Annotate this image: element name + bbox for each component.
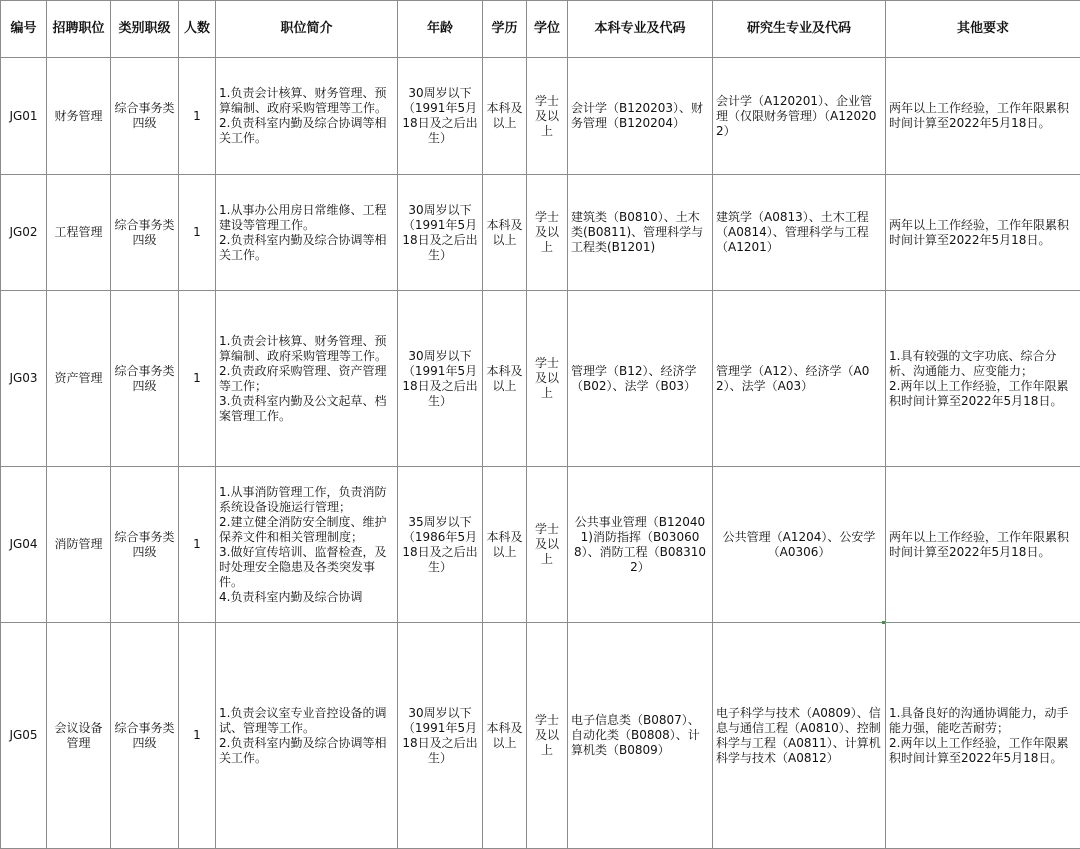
cell-code: JG02 [1, 175, 47, 291]
cell-age: 30周岁以下（1991年5月18日及之后出生） [398, 623, 483, 849]
cell-position: 会议设备管理 [47, 623, 111, 849]
table-row [1, 467, 1080, 623]
cell-selection-marker [882, 621, 885, 624]
cell-position: 资产管理 [47, 291, 111, 467]
cell-code: JG01 [1, 58, 47, 175]
cell-other-requirements: 1.具备良好的沟通协调能力，动手能力强，能吃苦耐劳； 2.两年以上工作经验，工作年限累积时间计算至2022年5月18日。 [886, 623, 1080, 849]
header-undergrad-major: 本科专业及代码 [568, 1, 713, 58]
cell-count: 1 [179, 175, 216, 291]
cell-code: JG04 [1, 467, 47, 623]
cell-category: 综合事务类四级 [111, 467, 179, 623]
cell-age: 30周岁以下（1991年5月18日及之后出生） [398, 58, 483, 175]
table-row [1, 58, 1080, 175]
header-grad-major: 研究生专业及代码 [713, 1, 886, 58]
header-other-requirements: 其他要求 [886, 1, 1080, 58]
cell-other-requirements: 两年以上工作经验，工作年限累积时间计算至2022年5月18日。 [886, 467, 1080, 623]
cell-undergrad-major: 会计学（B120203）、财务管理（B120204） [568, 58, 713, 175]
table-row [1, 291, 1080, 467]
cell-undergrad-major: 电子信息类（B0807）、自动化类（B0808）、计算机类（B0809） [568, 623, 713, 849]
header-count: 人数 [179, 1, 216, 58]
cell-category: 综合事务类四级 [111, 58, 179, 175]
cell-grad-major: 会计学（A120201）、企业管理（仅限财务管理）（A120202） [713, 58, 886, 175]
cell-count: 1 [179, 467, 216, 623]
cell-count: 1 [179, 291, 216, 467]
cell-category: 综合事务类四级 [111, 175, 179, 291]
cell-count: 1 [179, 623, 216, 849]
cell-grad-major: 公共管理（A1204）、公安学（A0306） [713, 467, 886, 623]
cell-education: 本科及以上 [483, 58, 527, 175]
cell-grad-major: 电子科学与技术（A0809）、信息与通信工程（A0810）、控制科学与工程（A0811）、计算机科学与技术（A0812） [713, 623, 886, 849]
table-row [1, 175, 1080, 291]
cell-education: 本科及以上 [483, 291, 527, 467]
header-degree: 学位 [527, 1, 568, 58]
cell-degree: 学士及以上 [527, 291, 568, 467]
cell-undergrad-major: 管理学（B12）、经济学（B02）、法学（B03） [568, 291, 713, 467]
cell-education: 本科及以上 [483, 175, 527, 291]
cell-count: 1 [179, 58, 216, 175]
cell-degree: 学士及以上 [527, 58, 568, 175]
cell-position: 工程管理 [47, 175, 111, 291]
cell-age: 30周岁以下（1991年5月18日及之后出生） [398, 175, 483, 291]
cell-category: 综合事务类四级 [111, 623, 179, 849]
cell-other-requirements: 1.具有较强的文字功底、综合分析、沟通能力、应变能力； 2.两年以上工作经验，工作年限累积时间计算至2022年5月18日。 [886, 291, 1080, 467]
cell-degree: 学士及以上 [527, 623, 568, 849]
cell-intro: 1.负责会计核算、财务管理、预算编制、政府采购管理等工作。 2.负责科室内勤及综合协调等相关工作。 [216, 58, 398, 175]
cell-position: 财务管理 [47, 58, 111, 175]
header-position: 招聘职位 [47, 1, 111, 58]
cell-age: 35周岁以下（1986年5月18日及之后出生） [398, 467, 483, 623]
header-age: 年龄 [398, 1, 483, 58]
header-education: 学历 [483, 1, 527, 58]
header-code: 编号 [1, 1, 47, 58]
cell-position: 消防管理 [47, 467, 111, 623]
cell-intro: 1.负责会议室专业音控设备的调试、管理等工作。 2.负责科室内勤及综合协调等相关工作。 [216, 623, 398, 849]
cell-undergrad-major: 建筑类（B0810）、土木类(B0811)、管理科学与工程类(B1201) [568, 175, 713, 291]
cell-age: 30周岁以下（1991年5月18日及之后出生） [398, 291, 483, 467]
cell-intro: 1.负责会计核算、财务管理、预算编制、政府采购管理等工作。2.负责政府采购管理、资产管理等工作； 3.负责科室内勤及公文起草、档案管理工作。 [216, 291, 398, 467]
cell-education: 本科及以上 [483, 467, 527, 623]
cell-degree: 学士及以上 [527, 467, 568, 623]
header-row [1, 1, 1080, 58]
cell-degree: 学士及以上 [527, 175, 568, 291]
cell-intro [216, 467, 398, 623]
cell-code: JG05 [1, 623, 47, 849]
cell-code: JG03 [1, 291, 47, 467]
cell-education: 本科及以上 [483, 623, 527, 849]
cell-grad-major: 管理学（A12）、经济学（A02）、法学（A03） [713, 291, 886, 467]
cell-category: 综合事务类四级 [111, 291, 179, 467]
cell-other-requirements: 两年以上工作经验，工作年限累积时间计算至2022年5月18日。 [886, 175, 1080, 291]
table-row [1, 623, 1080, 849]
cell-intro-text: 1.从事消防管理工作，负责消防系统设备设施运行管理； 2.建立健全消防安全制度、维护保养文件和相关管理制度； 3.做好宣传培训、监督检查，及时处理安全隐患及各类突发事件。 4.负责科室内勤及综合协调 [219, 485, 394, 605]
cell-undergrad-major: 公共事业管理（B120401)消防指挥（B030608）、消防工程（B083102） [568, 467, 713, 623]
cell-other-requirements: 两年以上工作经验，工作年限累积时间计算至2022年5月18日。 [886, 58, 1080, 175]
cell-grad-major: 建筑学（A0813）、土木工程（A0814）、管理科学与工程（A1201） [713, 175, 886, 291]
header-intro: 职位简介 [216, 1, 398, 58]
header-category: 类别职级 [111, 1, 179, 58]
cell-intro: 1.从事办公用房日常维修、工程建设等管理工作。 2.负责科室内勤及综合协调等相关工作。 [216, 175, 398, 291]
